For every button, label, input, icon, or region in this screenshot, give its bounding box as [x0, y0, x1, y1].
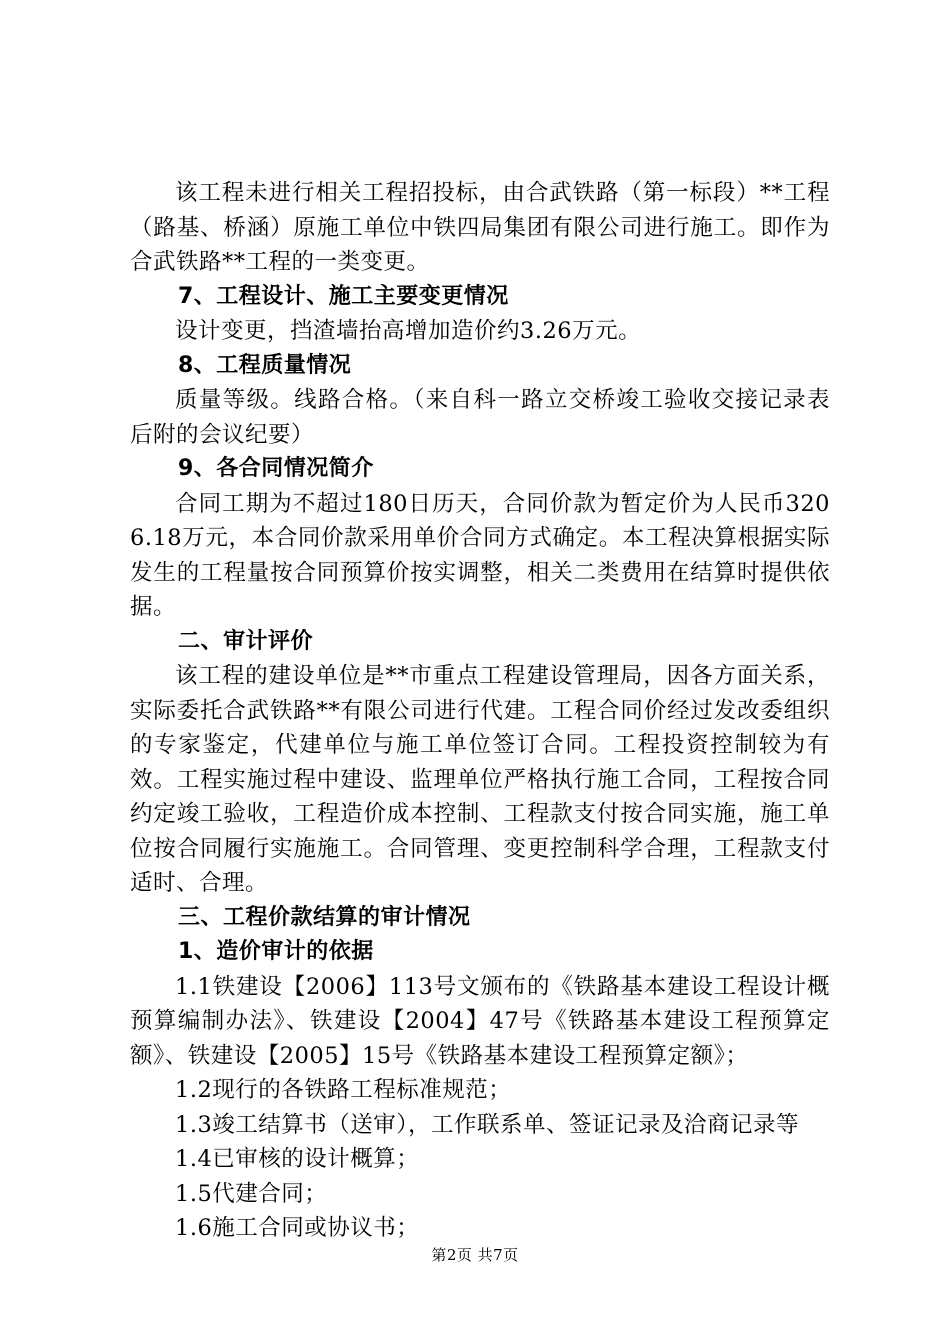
paragraph: 1.6施工合同或协议书； [175, 1215, 420, 1241]
section-heading: 二、审计评价 [178, 628, 314, 654]
section-heading: 7、工程设计、施工主要变更情况 [178, 283, 509, 309]
paragraph: 1.1铁建设【2006】113号文颁布的《铁路基本建设工程设计概预算编制办法》、铁建设【2004】47号《铁路基本建设工程预算定额》、铁建设【2005】15号《铁路基本建设工程预算定额》； [130, 973, 830, 1069]
paragraph: 1.4已审核的设计概算； [175, 1146, 420, 1172]
section-heading: 三、工程价款结算的审计情况 [178, 904, 471, 930]
paragraph: 1.5代建合同； [175, 1180, 328, 1207]
section-heading: 1、造价审计的依据 [178, 939, 374, 964]
paragraph: 合同工期为不超过180日历天，合同价款为暂定价为人民币3206.18万元，本合同价款采用单价合同方式确定。本工程决算根据实际发生的工程量按合同预算价按实调整，相关二类费用在结算时提供依据。 [130, 490, 830, 620]
page-footer: 第2页 共7页 [431, 1246, 519, 1264]
document-body [130, 176, 830, 1246]
paragraph: 1.3竣工结算书（送审），工作联系单、签证记录及洽商记录等 [175, 1111, 800, 1138]
paragraph: 设计变更，挡渣墙抬高增加造价约3.26万元。 [175, 318, 642, 344]
paragraph: 该工程未进行相关工程招投标，由合武铁路（第一标段）**工程（路基、桥涵）原施工单位中铁四局集团有限公司进行施工。即作为合武铁路**工程的一类变更。 [130, 180, 830, 275]
section-heading: 8、工程质量情况 [178, 352, 352, 378]
paragraph: 该工程的建设单位是**市重点工程建设管理局，因各方面关系，实际委托合武铁路**有限公司进行代建。工程合同价经过发改委组织的专家鉴定，代建单位与施工单位签订合同。工程投资控制较为有效。工程实施过程中建设、监理单位严格执行施工合同，工程按合同约定竣工验收，工程造价成本控制、工程款支付按合同实施，施工单位按合同履行实施施工。合同管理、变更控制科学合理，工程款支付适时、合理。 [130, 663, 830, 896]
paragraph: 1.2现行的各铁路工程标准规范； [175, 1077, 512, 1103]
paragraph: 质量等级。线路合格。（来自科一路立交桥竣工验收交接记录表后附的会议纪要） [130, 387, 830, 448]
section-heading: 9、各合同情况简介 [178, 456, 374, 481]
